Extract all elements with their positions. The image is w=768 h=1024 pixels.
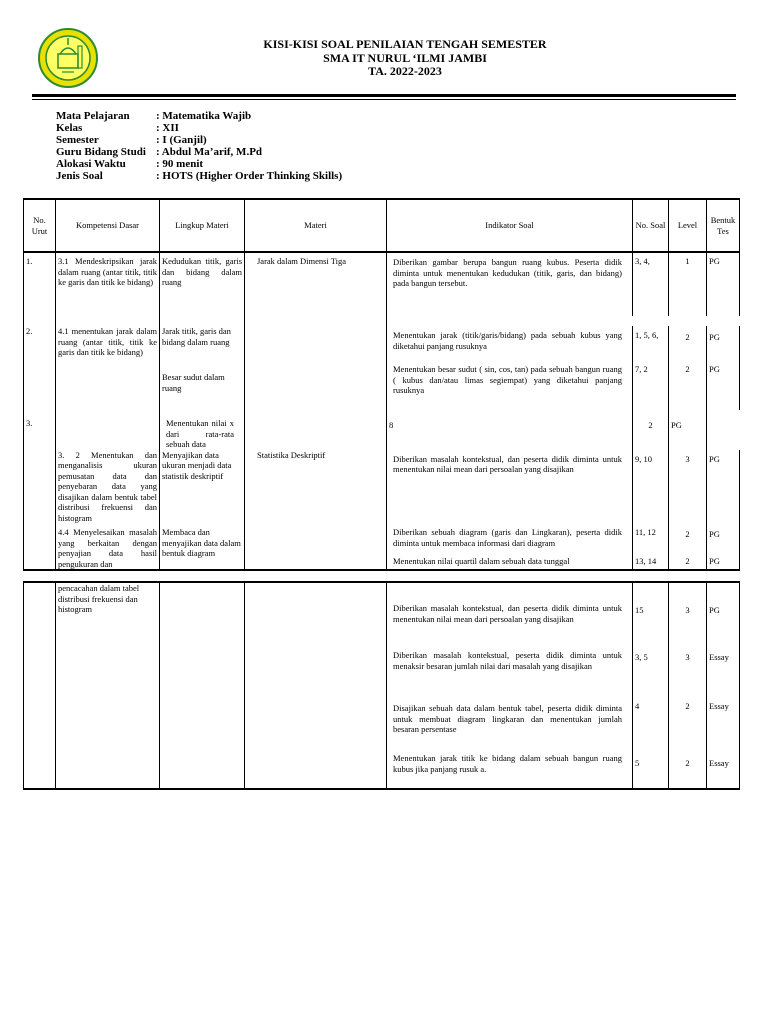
- info-value: : XII: [156, 122, 179, 134]
- no-soal-cell: 3, 5: [633, 638, 669, 691]
- table-row: [24, 252, 740, 316]
- info-label: Jenis Soal: [56, 170, 103, 182]
- materi-cell: Jarak dalam Dimensi Tiga: [245, 252, 387, 450]
- info-label: Alokasi Waktu: [56, 158, 126, 170]
- bentuk-tes-cell: PG: [707, 360, 740, 410]
- level-cell: 2: [633, 410, 669, 450]
- indikator-cell: Menentukan besar sudut ( sin, cos, tan) pada sebuah bangun ruang ( kubus dan/atau limas segiempat) yang diketahui panjang rusuknya: [387, 360, 633, 410]
- column-header: Lingkup Materi: [160, 199, 245, 252]
- lingkup-materi-cell: Besar sudut dalam ruang: [160, 360, 245, 410]
- column-header: Bentuk Tes: [707, 199, 740, 252]
- no-soal-cell: 13, 14: [633, 554, 669, 570]
- column-header: Materi: [245, 199, 387, 252]
- indikator-cell: Menentukan nilai x dari rata-rata sebuah data: [160, 410, 245, 450]
- info-row-teacher: [56, 146, 342, 158]
- level-cell: 2: [669, 691, 707, 743]
- info-row-type: [56, 170, 342, 182]
- bentuk-tes-cell: PG: [707, 326, 740, 360]
- level-cell: 2: [669, 523, 707, 554]
- row-number: 3.: [24, 410, 56, 570]
- bentuk-tes-cell: PG: [707, 554, 740, 570]
- indikator-cell: Menentukan jarak (titik/garis/bidang) pada sebuah kubus yang diketahui panjang rusuknya: [387, 326, 633, 360]
- row-number: 1.: [24, 252, 56, 326]
- bentuk-tes-cell: Essay: [707, 691, 740, 743]
- document-info: [56, 110, 342, 182]
- level-cell: 2: [669, 743, 707, 789]
- row-number: 2.: [24, 326, 56, 410]
- bentuk-tes-cell: Essay: [707, 743, 740, 789]
- column-header: No. Soal: [633, 199, 669, 252]
- kompetensi-dasar-cell: 4.4 Menyelesaikan masalah yang berkaitan dengan penyajian data hasil pengukuran dan: [56, 523, 160, 570]
- no-soal-cell: 11, 12: [633, 523, 669, 554]
- kompetensi-dasar-cell: pencacahan dalam tabel distribusi frekuensi dan histogram: [56, 582, 160, 789]
- school-name: SMA IT NURUL ‘ILMI JAMBI: [323, 51, 487, 65]
- kompetensi-dasar-cell: 3. 2 Menentukan dan menganalisis ukuran pemusatan data dan penyebaran data yang disajikan dalam bentuk tabel distribusi frekuensi dan histogram: [56, 450, 160, 524]
- level-cell: 2: [669, 326, 707, 360]
- info-value: : Abdul Ma’arif, M.Pd: [156, 146, 263, 158]
- indikator-cell: Diberikan masalah kontekstual, peserta didik diminta untuk menaksir besaran jumlah nilai dari masalah yang disajikan: [387, 638, 633, 691]
- grid-table-page-2: [23, 581, 740, 790]
- no-soal-cell: 15: [633, 582, 669, 638]
- column-header: Indikator Soal: [387, 199, 633, 252]
- column-header: Kompetensi Dasar: [56, 199, 160, 252]
- level-cell: 2: [669, 554, 707, 570]
- level-cell: 1: [669, 252, 707, 316]
- materi-cell: [245, 582, 387, 789]
- indikator-cell: Diberikan sebuah diagram (garis dan Lingkaran), peserta didik diminta untuk membaca informasi dari diagram: [387, 523, 633, 554]
- header-divider-thick: [32, 94, 736, 97]
- indikator-cell: Menentukan nilai quartil dalam sebuah data tunggal: [387, 554, 633, 570]
- info-label: Guru Bidang Studi: [56, 146, 146, 158]
- info-label: Mata Pelajaran: [56, 110, 130, 122]
- column-header: No. Urut: [24, 199, 56, 252]
- materi-cell: Statistika Deskriptif: [245, 450, 387, 571]
- table-row: [24, 582, 740, 638]
- bentuk-tes-cell: PG: [707, 450, 740, 524]
- bentuk-tes-cell: PG: [707, 582, 740, 638]
- level-cell: 3: [669, 638, 707, 691]
- info-value: : Matematika Wajib: [156, 110, 252, 122]
- lingkup-materi-cell: Jarak titik, garis dan bidang dalam ruang: [160, 326, 245, 360]
- indikator-cell: Disajikan sebuah data dalam bentuk tabel, peserta didik diminta untuk membuat diagram lingkaran dan menentukan jumlah besaran persentase: [387, 691, 633, 743]
- bentuk-tes-cell: Essay: [707, 638, 740, 691]
- grid-table-page-1: [23, 198, 740, 571]
- academic-year: TA. 2022-2023: [368, 64, 442, 78]
- info-row-class: [56, 122, 342, 134]
- no-soal-cell: 7, 2: [633, 360, 669, 410]
- no-soal-cell: 4: [633, 691, 669, 743]
- indikator-cell: Diberikan masalah kontekstual, dan peserta didik diminta untuk menentukan nilai mean dari persoalan yang disajikan: [387, 582, 633, 638]
- header-divider-thin: [32, 99, 736, 100]
- no-soal-cell: 1, 5, 6,: [633, 326, 669, 360]
- lingkup-materi-cell: Kedudukan titik, garis dan bidang dalam ruang: [160, 252, 245, 326]
- lingkup-materi-cell: Membaca dan menyajikan data dalam bentuk diagram: [160, 523, 245, 570]
- table-row: [24, 450, 740, 524]
- level-cell: 3: [669, 450, 707, 524]
- document-title: KISI-KISI SOAL PENILAIAN TENGAH SEMESTER: [263, 37, 547, 51]
- info-row-time: [56, 158, 342, 170]
- info-label: Kelas: [56, 122, 83, 134]
- bentuk-tes-cell: PG: [707, 523, 740, 554]
- level-cell: 3: [669, 582, 707, 638]
- no-soal-cell: 9, 10: [633, 450, 669, 524]
- row-number: [24, 582, 56, 789]
- column-header: Level: [669, 199, 707, 252]
- info-row-semester: [56, 134, 342, 146]
- info-value: : HOTS (Higher Order Thinking Skills): [156, 170, 343, 182]
- indikator-cell: Menentukan jarak titik ke bidang dalam sebuah bangun ruang kubus jika panjang rusuk a.: [387, 743, 633, 789]
- indikator-cell: Diberikan masalah kontekstual, dan peserta didik diminta untuk menentukan nilai mean dari persoalan yang disajikan: [387, 450, 633, 524]
- kompetensi-dasar-cell: 3.1 Mendeskripsikan jarak dalam ruang (antar titik, titik ke garis dan titik ke bidang): [56, 252, 160, 326]
- info-label: Semester: [56, 134, 99, 146]
- level-cell: 2: [669, 360, 707, 410]
- indikator-cell: Diberikan gambar berupa bangun ruang kubus. Peserta didik diminta untuk menentukan kedudukan (titik, garis, dan bidang) pada bangun tersebut.: [387, 252, 633, 316]
- no-soal-cell: 8: [387, 410, 633, 450]
- lingkup-materi-cell: Menyajikan data ukuran menjadi data statistik deskriptif: [160, 450, 245, 524]
- bentuk-tes-cell: PG: [669, 410, 707, 450]
- info-value: : 90 menit: [156, 158, 204, 170]
- info-row-subject: [56, 110, 342, 122]
- bentuk-tes-cell: PG: [707, 252, 740, 316]
- no-soal-cell: 5: [633, 743, 669, 789]
- info-value: : I (Ganjil): [156, 134, 207, 146]
- no-soal-cell: 3, 4,: [633, 252, 669, 316]
- lingkup-materi-cell: [160, 582, 245, 789]
- kompetensi-dasar-cell: 4.1 menentukan jarak dalam ruang (antar titik, titik ke garis dan titik ke bidang): [56, 326, 160, 450]
